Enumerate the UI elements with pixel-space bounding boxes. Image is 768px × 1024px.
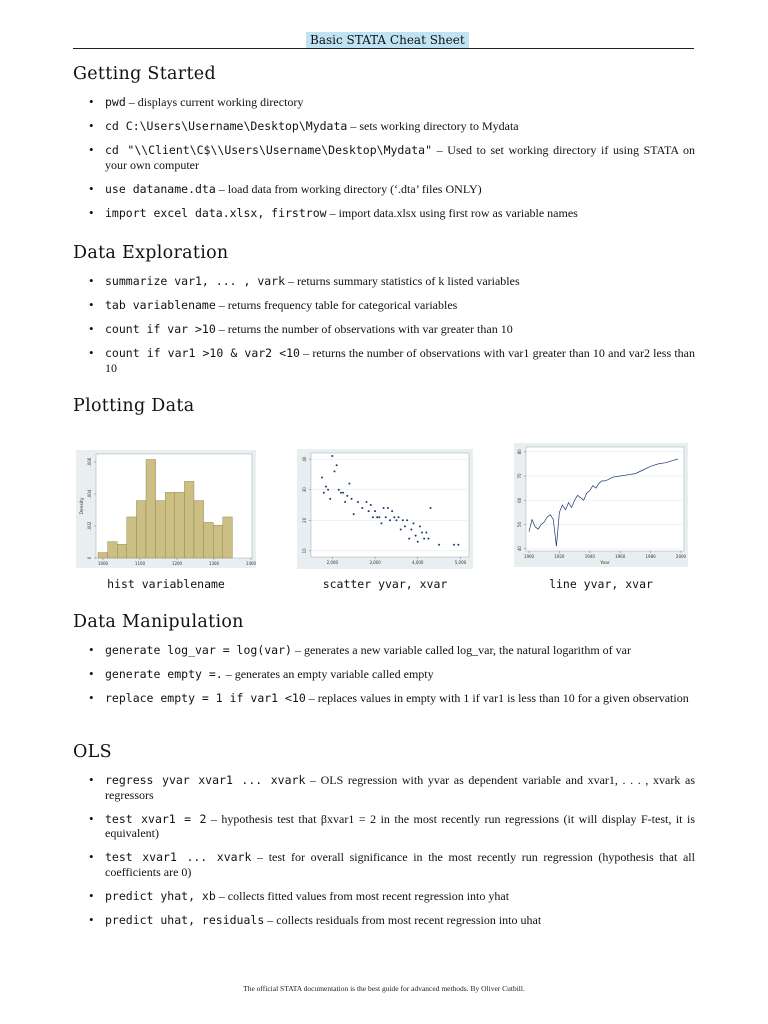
x-tick-label: 1000 <box>97 561 109 566</box>
list-item <box>89 773 695 802</box>
list-item <box>89 206 695 221</box>
histogram-bar <box>175 492 185 558</box>
scatter-point <box>423 538 425 540</box>
scatter-point <box>366 501 368 503</box>
scatter-point <box>425 532 427 534</box>
scatter-point <box>387 507 389 509</box>
y-tick-label: 40 <box>302 456 307 462</box>
scatter-point <box>368 510 370 512</box>
x-tick-label: 1400 <box>245 561 256 566</box>
list-item <box>89 298 695 313</box>
list-item <box>89 643 695 658</box>
plot-area <box>311 453 469 557</box>
footer-note: The official STATA documentation is the best guide for advanced methods. By Oliver Cutbill. <box>243 984 525 993</box>
list-item <box>89 182 695 197</box>
scatter-point <box>417 541 419 543</box>
command-code: generate empty =. <box>105 667 223 681</box>
scatter-point <box>415 535 417 537</box>
histogram-bar <box>156 501 166 558</box>
scatter-point <box>357 501 359 503</box>
scatter-point <box>406 519 408 521</box>
command-description: – load data from working directory (‘.dta’ files ONLY) <box>215 181 482 196</box>
scatter-point <box>402 519 404 521</box>
scatter-point <box>321 476 323 478</box>
scatter-point <box>372 516 374 518</box>
scatter-point <box>346 495 348 497</box>
scatter-point <box>412 522 414 524</box>
command-description: – displays current working directory <box>125 95 304 109</box>
list-item <box>89 850 695 879</box>
scatter-point <box>344 501 346 503</box>
scatter-point <box>389 519 391 521</box>
scatter-point <box>348 483 350 485</box>
y-axis-label: Density <box>80 497 85 515</box>
y-tick-label: .006 <box>87 457 92 467</box>
data-exploration-list <box>89 274 695 385</box>
y-tick-label: .002 <box>87 521 92 531</box>
list-item <box>89 322 695 337</box>
histogram-bar <box>223 517 233 558</box>
scatter-point <box>395 519 397 521</box>
command-description: – generates a new variable called log_var, the natural logarithm of var <box>291 643 631 657</box>
scatter-point <box>336 464 338 466</box>
histogram-bar <box>98 553 108 558</box>
scatter-point <box>438 544 440 546</box>
y-tick-label: 40 <box>517 546 522 552</box>
x-tick-label: 2,000 <box>326 560 339 565</box>
page-title: Basic STATA Cheat Sheet <box>306 32 469 48</box>
scatter-point <box>457 544 459 546</box>
x-tick-label: 5,000 <box>454 560 467 565</box>
command-code: test xvar1 ... xvark <box>105 850 252 864</box>
section-title-getting-started: Getting Started <box>73 64 216 84</box>
command-description: – hypothesis test that βxvar1 = 2 in the most recently run regressions (it will display F-test, it is equivalent) <box>105 811 695 840</box>
histogram-bar <box>165 492 175 558</box>
command-description: – returns the number of observations with var1 greater than 10 and var2 less than 10 <box>105 346 695 375</box>
scatter-figure <box>297 449 473 569</box>
scatter-point <box>430 507 432 509</box>
command-description: – Used to set working directory if using STATA on your own computer <box>105 143 695 172</box>
command-code: predict uhat, residuals <box>105 912 265 927</box>
command-description: – test for overall significance in the most recently run regression (hypothesis that all coefficients are 0) <box>105 850 695 879</box>
scatter-point <box>383 507 385 509</box>
histogram-bar <box>184 481 194 558</box>
y-tick-label: 10 <box>302 548 307 554</box>
y-tick-label: 60 <box>517 497 522 503</box>
command-description: – returns frequency table for categorical variables <box>215 298 458 312</box>
scatter-point <box>391 510 393 512</box>
caption-scatter: scatter yvar, xvar <box>322 577 448 591</box>
scatter-point <box>421 532 423 534</box>
data-manipulation-list <box>89 643 695 715</box>
list-item <box>89 913 695 928</box>
scatter-chart <box>297 449 473 569</box>
y-tick-label: 80 <box>517 449 522 455</box>
list-item <box>89 889 695 904</box>
list-item <box>89 95 695 110</box>
command-code: count if var1 >10 & var2 <10 <box>105 346 300 360</box>
list-item <box>89 346 695 375</box>
list-item <box>89 667 695 682</box>
scatter-point <box>404 525 406 527</box>
scatter-point <box>340 492 342 494</box>
command-description: – returns the number of observations with var greater than 10 <box>215 322 513 336</box>
x-tick-label: 4,000 <box>412 560 424 565</box>
scatter-point <box>325 486 327 488</box>
command-code: test xvar1 = 2 <box>105 811 207 826</box>
scatter-point <box>410 528 412 530</box>
y-tick-label: 20 <box>302 517 307 523</box>
histogram-bar <box>127 517 137 558</box>
list-item <box>89 812 695 841</box>
y-tick-label: .004 <box>87 489 92 499</box>
y-tick-label: 50 <box>517 521 522 527</box>
command-code: cd C:\Users\Username\Desktop\Mydata <box>105 119 348 133</box>
command-code: cd "\\Client\C$\\Users\Username\Desktop\Mydata" <box>105 143 433 157</box>
list-item <box>89 274 695 289</box>
ols-list <box>89 773 695 937</box>
y-tick-label: 70 <box>517 473 522 479</box>
scatter-point <box>376 516 378 518</box>
command-code: count if var >10 <box>105 322 216 336</box>
scatter-point <box>378 516 380 518</box>
histogram-bar <box>213 525 223 558</box>
command-description: – returns summary statistics of k listed variables <box>285 274 520 288</box>
histogram-bar <box>108 542 118 558</box>
command-description: – collects fitted values from most recent regression into yhat <box>215 888 510 903</box>
command-code: replace empty = 1 if var1 <10 <box>105 691 306 705</box>
command-description: – OLS regression with yvar as dependent variable and xvar1, . . . , xvark as regressors <box>105 773 695 802</box>
scatter-point <box>385 516 387 518</box>
scatter-point <box>408 538 410 540</box>
y-tick-label: 30 <box>302 487 307 493</box>
histogram-bar <box>194 501 204 558</box>
scatter-point <box>353 513 355 515</box>
command-code: use dataname.dta <box>105 181 216 196</box>
x-tick-label: 1900 <box>523 554 535 559</box>
scatter-point <box>327 489 329 491</box>
command-code: tab variablename <box>105 298 216 312</box>
getting-started-list <box>89 95 695 230</box>
x-tick-label: 1100 <box>134 561 146 566</box>
scatter-point <box>427 538 429 540</box>
scatter-point <box>398 516 400 518</box>
histogram-bar <box>117 544 127 558</box>
scatter-point <box>342 492 344 494</box>
command-code: summarize var1, ... , vark <box>105 274 286 288</box>
x-axis-label: Year <box>600 561 610 566</box>
x-tick-label: 1300 <box>208 561 220 566</box>
command-code: import excel data.xlsx, firstrow <box>105 205 327 220</box>
header-rule <box>73 48 694 49</box>
section-title-data-exploration: Data Exploration <box>73 243 229 263</box>
command-description: – collects residuals from most recent regression into uhat <box>264 912 542 927</box>
x-tick-label: 1920 <box>554 554 565 559</box>
command-description: – replaces values in empty with 1 if var1 is less than 10 for a given observation <box>305 691 689 705</box>
x-tick-label: 1200 <box>171 561 183 566</box>
caption-hist: hist variablename <box>107 577 225 591</box>
line-chart <box>514 443 688 567</box>
scatter-point <box>419 525 421 527</box>
list-item <box>89 119 695 134</box>
scatter-point <box>331 455 333 457</box>
y-tick-label: 0 <box>87 556 92 560</box>
x-tick-label: 1960 <box>615 554 626 559</box>
x-tick-label: 1980 <box>645 554 656 559</box>
line-figure <box>514 443 688 567</box>
scatter-point <box>333 470 335 472</box>
scatter-point <box>400 528 402 530</box>
scatter-point <box>351 498 353 500</box>
x-tick-label: 2000 <box>675 554 687 559</box>
scatter-point <box>374 510 376 512</box>
scatter-point <box>453 544 455 546</box>
list-item <box>89 143 695 172</box>
section-title-ols: OLS <box>73 742 112 762</box>
command-description: – generates an empty variable called empty <box>222 667 434 681</box>
command-code: generate log_var = log(var) <box>105 643 292 657</box>
x-tick-label: 1940 <box>584 554 595 559</box>
scatter-point <box>361 507 363 509</box>
scatter-point <box>370 504 372 506</box>
histogram-bar <box>136 501 146 558</box>
scatter-point <box>323 492 325 494</box>
command-code: regress yvar xvar1 ... xvark <box>105 773 306 787</box>
histogram-chart <box>76 450 256 568</box>
section-title-data-manipulation: Data Manipulation <box>73 612 244 632</box>
command-description: – import data.xlsx using first row as variable names <box>326 205 578 220</box>
histogram-bar <box>146 459 156 558</box>
caption-line: line yvar, xvar <box>549 577 653 591</box>
section-title-plotting-data: Plotting Data <box>73 396 195 416</box>
command-code: pwd <box>105 95 126 109</box>
command-code: predict yhat, xb <box>105 888 216 903</box>
scatter-point <box>393 516 395 518</box>
scatter-point <box>329 498 331 500</box>
x-tick-label: 3,000 <box>369 560 381 565</box>
scatter-point <box>380 522 382 524</box>
plot-area <box>526 447 684 551</box>
histogram-bar <box>204 522 214 558</box>
scatter-point <box>338 489 340 491</box>
command-description: – sets working directory to Mydata <box>347 119 519 133</box>
histogram-figure <box>76 450 256 568</box>
list-item <box>89 691 695 706</box>
